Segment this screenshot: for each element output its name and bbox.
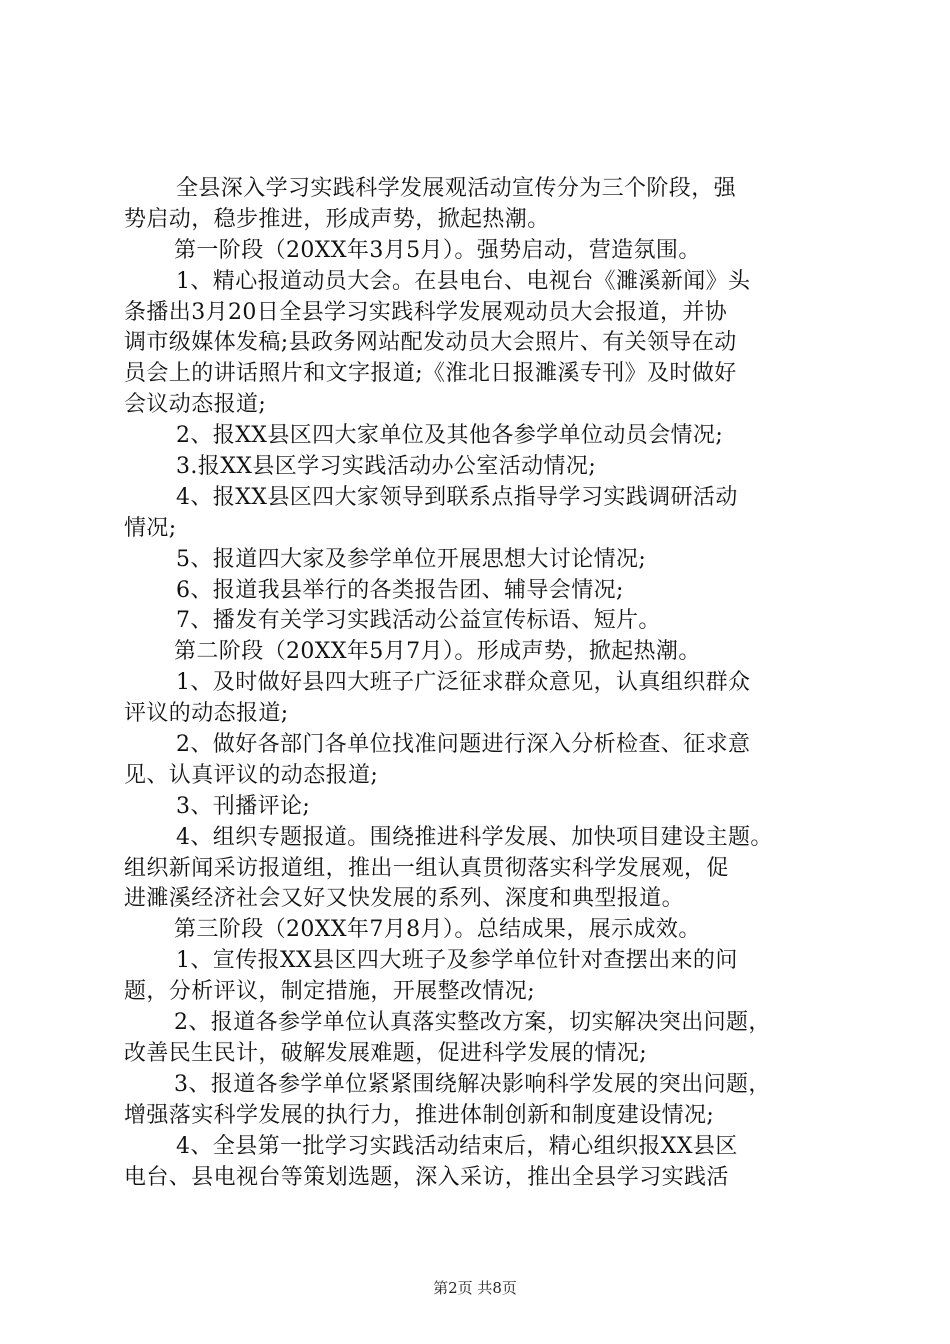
text-line: 题，分析评议，制定措施，开展整改情况;: [124, 979, 536, 1005]
text-line: 4、报XX县区四大家领导到联系点指导学习实践调研活动: [176, 484, 738, 510]
text-line: 调市级媒体发稿;县政务网站配发动员大会照片、有关领导在动: [124, 330, 737, 356]
text-line: 第一阶段（20XX年3月5月）。强势启动，营造氛围。: [174, 237, 701, 263]
text-line: 进濉溪经济社会又好又快发展的系列、深度和典型报道。: [124, 886, 685, 912]
text-line: 评议的动态报道;: [124, 701, 289, 727]
text-line: 5、报道四大家及参学单位开展思想大讨论情况;: [176, 546, 647, 572]
text-line: 3、报道各参学单位紧紧围绕解决影响科学发展的突出问题，: [174, 1071, 771, 1097]
text-line: 4、全县第一批学习实践活动结束后，精心组织报XX县区: [176, 1133, 738, 1159]
text-line: 全县深入学习实践科学发展观活动宣传分为三个阶段，强: [176, 176, 737, 201]
text-line: 电台、县电视台等策划选题，深入采访，推出全县学习实践活: [124, 1164, 729, 1190]
text-line: 2、做好各部门各单位找准问题进行深入分析检查、征求意: [176, 732, 751, 758]
text-line: 3、刊播评论;: [176, 793, 311, 819]
page-footer: 第2页 共8页: [433, 1279, 517, 1297]
text-line: 条播出3月20日全县学习实践科学发展观动员大会报道，并协: [124, 299, 728, 325]
text-line: 改善民生民计，破解发展难题，促进科学发展的情况;: [124, 1040, 648, 1066]
text-line: 会议动态报道;: [124, 392, 267, 418]
document-body: [124, 174, 844, 1193]
text-line: 见、认真评议的动态报道;: [124, 762, 379, 788]
text-line: 员会上的讲话照片和文字报道;《淮北日报濉溪专刊》及时做好: [124, 361, 737, 387]
text-line: 1、宣传报XX县区四大班子及参学单位针对查摆出来的问: [176, 948, 738, 974]
text-line: 4、组织专题报道。围绕推进科学发展、加快项目建设主题。: [176, 824, 773, 850]
text-line: 势启动，稳步推进，形成声势，掀起热潮。: [124, 206, 550, 232]
text-line: 6、报道我县举行的各类报告团、辅导会情况;: [176, 577, 624, 603]
text-line: 3.报XX县区学习实践活动办公室活动情况;: [176, 454, 597, 480]
text-line: 增强落实科学发展的执行力，推进体制创新和制度建设情况;: [124, 1102, 715, 1128]
text-line: 第三阶段（20XX年7月8月）。总结成果，展示成效。: [174, 917, 701, 943]
text-line: 1、精心报道动员大会。在县电台、电视台《濉溪新闻》头: [176, 268, 751, 294]
text-line: 情况;: [124, 515, 177, 541]
text-line: 1、及时做好县四大班子广泛征求群众意见，认真组织群众: [176, 670, 751, 696]
text-line: 7、播发有关学习实践活动公益宣传标语、短片。: [176, 608, 661, 634]
text-line: 组织新闻采访报道组，推出一组认真贯彻落实科学发展观，促: [124, 855, 729, 881]
text-line: 2、报XX县区四大家单位及其他各参学单位动员会情况;: [176, 423, 724, 449]
text-line: 2、报道各参学单位认真落实整改方案，切实解决突出问题，: [174, 1010, 771, 1036]
text-line: 第二阶段（20XX年5月7月）。形成声势，掀起热潮。: [174, 639, 701, 665]
